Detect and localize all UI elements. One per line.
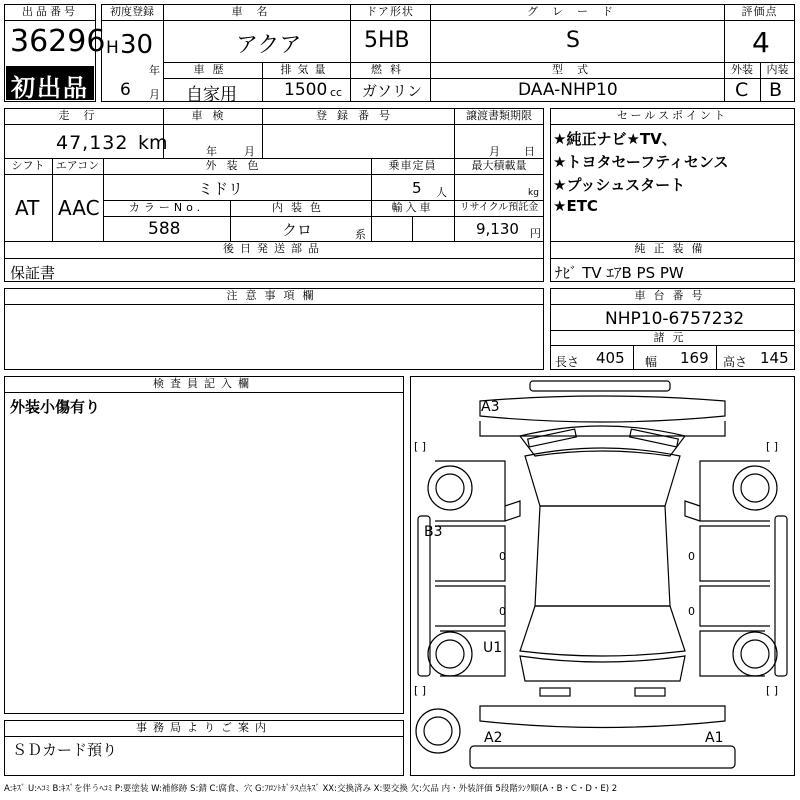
grade-label: グレード: [527, 5, 627, 18]
registration-label: 初度登録: [110, 5, 154, 18]
equipment: ﾅﾋﾞ TV ｴｱB PS PW: [555, 264, 684, 282]
color-number-label: カラーNo.: [128, 201, 205, 214]
zero-mark-right-lower: 0: [688, 605, 695, 618]
width-label: 幅: [645, 355, 658, 369]
transfer-month-unit: 月: [489, 145, 500, 158]
recycle-deposit: 9,130: [476, 220, 519, 238]
exterior-color: ミドリ: [198, 180, 244, 198]
interior-color-label: 内装色: [272, 201, 329, 214]
bracket-front-left: [ ]: [414, 440, 427, 453]
bracket-rear-left: [ ]: [414, 684, 427, 697]
score-label: 評価点: [741, 5, 778, 18]
lot-number-label: 出品番号: [22, 5, 78, 18]
max-load-label: 最大積載量: [471, 159, 527, 172]
transfer-deadline-label: 譲渡書類期限: [466, 109, 532, 122]
damage-mark-a2: A2: [484, 730, 503, 746]
zero-mark-right-upper: 0: [688, 550, 695, 563]
color-number: 588: [148, 219, 181, 239]
registration-month: 6: [120, 80, 131, 100]
inspection-month-unit: 月: [244, 145, 255, 158]
interior-color-unit: 系: [355, 228, 366, 241]
score: 4: [752, 26, 770, 59]
damage-mark-a3: A3: [481, 399, 500, 415]
model: DAA-NHP10: [518, 80, 618, 100]
bracket-front-right: [ ]: [766, 440, 779, 453]
inspector-label: 検査員記入欄: [153, 377, 255, 390]
car-diagram: [410, 376, 795, 776]
history: 自家用: [186, 85, 237, 105]
displacement-unit: cc: [330, 86, 343, 99]
shift-label: シフト: [11, 159, 45, 172]
zero-mark-left-upper: 0: [499, 550, 506, 563]
chassis-number: NHP10-6757232: [605, 309, 745, 329]
inspection-label: 車検: [191, 109, 234, 122]
mileage: 47,132: [56, 132, 129, 154]
registration-year: 30: [120, 30, 154, 60]
inspector-text: 外装小傷有り: [10, 398, 101, 416]
history-label: 車歴: [193, 63, 232, 76]
damage-mark-b3: B3: [424, 524, 443, 540]
displacement: 1500: [284, 80, 328, 100]
ac: AAC: [58, 196, 100, 220]
displacement-label: 排気量: [280, 63, 332, 76]
exterior-grade: C: [735, 79, 749, 101]
height: 145: [760, 349, 789, 367]
lot-number: 36296: [10, 24, 106, 59]
shift: AT: [15, 196, 40, 220]
sales-point-label: セールスポイント: [616, 109, 728, 122]
door-label: ドア形状: [366, 5, 414, 18]
length: 405: [596, 349, 625, 367]
registration-month-unit: 月: [149, 88, 160, 101]
inspector-box: [4, 376, 404, 714]
sales-line-2: ★トヨタセーフティセンス: [553, 153, 729, 171]
exterior-color-label: 外装色: [205, 159, 269, 172]
exterior-label: 外装: [731, 63, 753, 76]
max-load-unit: kg: [528, 188, 539, 198]
registration-number-label: 登録番号: [316, 109, 400, 122]
notes-label: 注意事項欄: [226, 289, 322, 302]
length-label: 長さ: [555, 355, 580, 369]
zero-mark-left-lower: 0: [499, 605, 506, 618]
mileage-label: 走行: [58, 109, 109, 122]
inspection-year-unit: 年: [206, 145, 217, 158]
fuel-label: 燃料: [371, 63, 409, 76]
specs-label: 諸元: [653, 331, 692, 344]
transfer-day-unit: 日: [524, 145, 535, 158]
sales-line-3: ★プッシュスタート: [553, 176, 686, 194]
bracket-rear-right: [ ]: [766, 684, 779, 697]
chassis-label: 車台番号: [634, 289, 711, 302]
car-name-label: 車名: [231, 5, 282, 18]
ac-label: エアコン: [55, 159, 100, 172]
capacity: 5: [412, 179, 422, 197]
interior-label: 内装: [766, 63, 789, 76]
car-name: アクア: [236, 33, 302, 58]
capacity-unit: 人: [436, 186, 447, 199]
shipping-parts: 保証書: [10, 264, 56, 282]
office-text: ＳＤカード預り: [12, 741, 118, 759]
registration-era: H: [106, 38, 119, 58]
office-label: 事務局よりご案内: [136, 721, 272, 734]
capacity-label: 乗車定員: [388, 159, 437, 172]
damage-mark-u1: U1: [483, 640, 503, 656]
import-label: 輸入車: [391, 201, 434, 214]
damage-mark-a1: A1: [705, 730, 724, 746]
width: 169: [680, 349, 709, 367]
sales-line-1: ★純正ナビ★TV、: [553, 130, 677, 148]
first-listing-text: 初出品: [11, 74, 89, 102]
grade: S: [566, 28, 580, 53]
recycle-unit: 円: [530, 227, 541, 240]
equipment-label: 純正装備: [634, 242, 711, 255]
registration-year-unit: 年: [149, 64, 160, 77]
model-label: 型式: [552, 63, 602, 76]
interior-color: クロ: [282, 221, 313, 239]
mileage-unit: km: [138, 132, 168, 154]
shipping-parts-label: 後日発送部品: [223, 242, 325, 255]
legend: A:ｷｽﾞ U:ﾍｺﾐ B:ｷｽﾞを伴うﾍｺﾐ P:要塗装 W:補修跡 S:錆 C:腐食、穴 G:ﾌﾛﾝﾄｶﾞﾗｽ点ｷｽﾞ XX:交換済み X:要交換 欠:欠品 内・外装評価 5段階ﾗﾝｸ順(A・B・C・D・E) 2: [4, 784, 618, 794]
sales-line-4: ★ETC: [553, 197, 598, 215]
recycle-label: リサイクル預託金: [459, 202, 539, 213]
fuel: ガソリン: [362, 82, 423, 100]
height-label: 高さ: [723, 355, 748, 369]
door-type: 5HB: [364, 28, 410, 53]
interior-grade: B: [769, 79, 783, 101]
